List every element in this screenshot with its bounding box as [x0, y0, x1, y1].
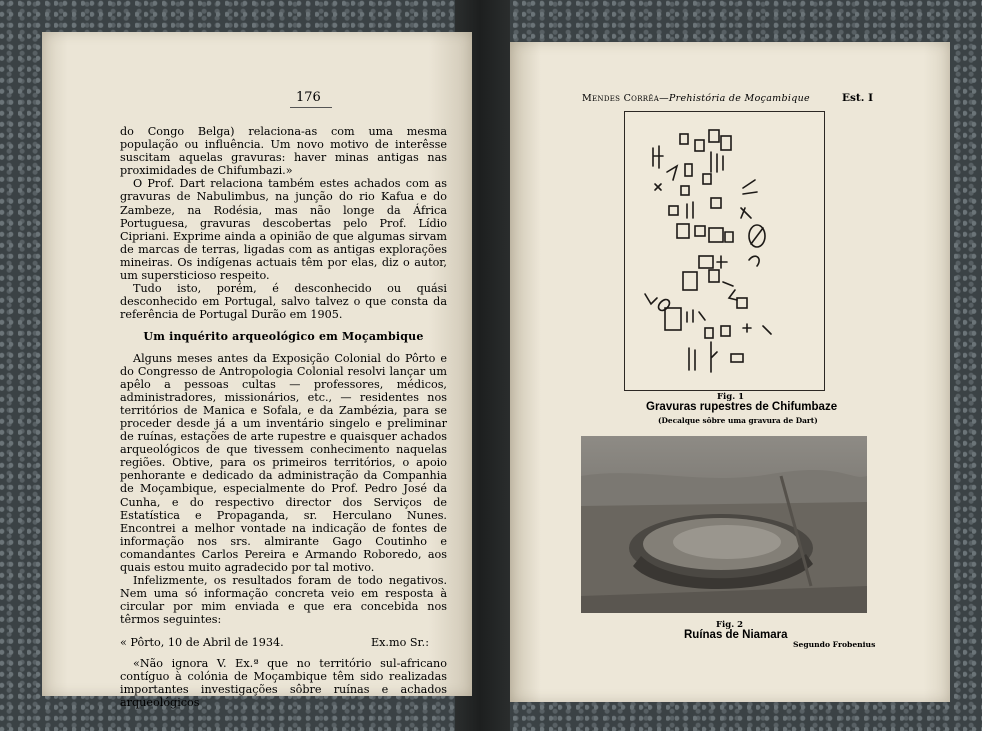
running-head-title: —Prehistória de Moçambique: [659, 93, 810, 104]
paragraph: Infelizmente, os resultados foram de todo negativos. Nem uma só informação concreta veio em resposta à circular por mim enviada e que era concebida nos têrmos seguintes:: [120, 574, 447, 627]
left-page-text: [120, 125, 447, 709]
section-heading: Um inquérito arqueológico em Moçambique: [143, 330, 424, 344]
letter-header: [120, 636, 447, 649]
letter-salutation: Ex.mo Sr.:: [370, 636, 429, 650]
niamara-ruins-photo: [581, 436, 867, 613]
running-head-author: Mendes Corrêa: [582, 93, 660, 104]
photo-credit: Segundo Frobenius: [793, 640, 876, 649]
letter-date: « Pôrto, 10 de Abril de 1934.: [120, 636, 284, 650]
page-number: 176: [296, 90, 321, 105]
page-number-rule: [290, 107, 332, 108]
rock-engraving-drawing: [625, 112, 824, 390]
paragraph: Alguns meses antes da Exposição Colonial do Pôrto e do Congresso de Antropologia Colonial resolvi lançar um apêlo a pessoas cultas — professores, médicos, administradores, missionários, etc., — residentes nos territórios de Manica e Sofala, e da Zambézia, para se proceder desde já a um inventário singelo e preliminar de ruínas, estações de arte rupestre e quaisquer achados arqueológicos de que tivessem conhecimento naquelas regiões. Obtive, para os primeiros territórios, o apoio penhorante e dedicado da administração da Companhia de Moçambique, especialmente do Prof. Pedro José da Cunha, e do respectivo director dos Serviços de Estatística e Propaganda, sr. Herculano Nunes. Encontrei a melhor vontade na indicação de fontes de informação nos srs. almirante Gago Coutinho e comandantes Carlos Pereira e Armando Roboredo, aos quais estou muito agradecido por tal motivo.: [120, 351, 447, 574]
figure-1-subcaption: (Decalque sôbre uma gravura de Dart): [658, 416, 818, 425]
paragraph: Tudo isto, porém, é desconhecido ou quási desconhecido em Portugal, salvo talvez o que consta da referência de Portugal Durão em 1905.: [120, 282, 447, 322]
figure-1-number: Fig. 1: [717, 392, 745, 402]
paragraph: O Prof. Dart relaciona também estes achados com as gravuras de Nabulimbus, na junção do rio Kafua e do Zambeze, na Rodésia, mas não longe da África Portuguesa, gravuras descobertas pelo Prof. Lídio Cipriani. Exprime ainda a opinião de que algumas sirvam de marcas de terras, ligadas com as antigas explorações mineiras. Os indígenas actuais têm por elas, diz o autor, um supersticioso respeito.: [120, 177, 447, 283]
ruins-photo-drawing: [581, 436, 867, 613]
figure-1-caption: Gravuras rupestres de Chifumbaze: [646, 401, 838, 413]
rock-engraving-figure: [624, 111, 825, 391]
running-head: [582, 93, 810, 104]
figure-2-caption: Ruínas de Niamara: [684, 629, 788, 641]
figure-2-number: Fig. 2: [716, 620, 744, 630]
paragraph: do Congo Belga) relaciona-as com uma mesma população ou influência. Um novo motivo de interêsse suscitam aquelas gravuras: haver minas antigas nas proximidades de Chifumbazi.»: [120, 125, 447, 178]
letter-body: «Não ignora V. Ex.ª que no território sul-africano contíguo à colónia de Moçambique têm sido realizadas importantes investigações sôbre ruínas e achados arqueológicos: [120, 656, 447, 709]
plate-label: Est. I: [842, 92, 873, 104]
